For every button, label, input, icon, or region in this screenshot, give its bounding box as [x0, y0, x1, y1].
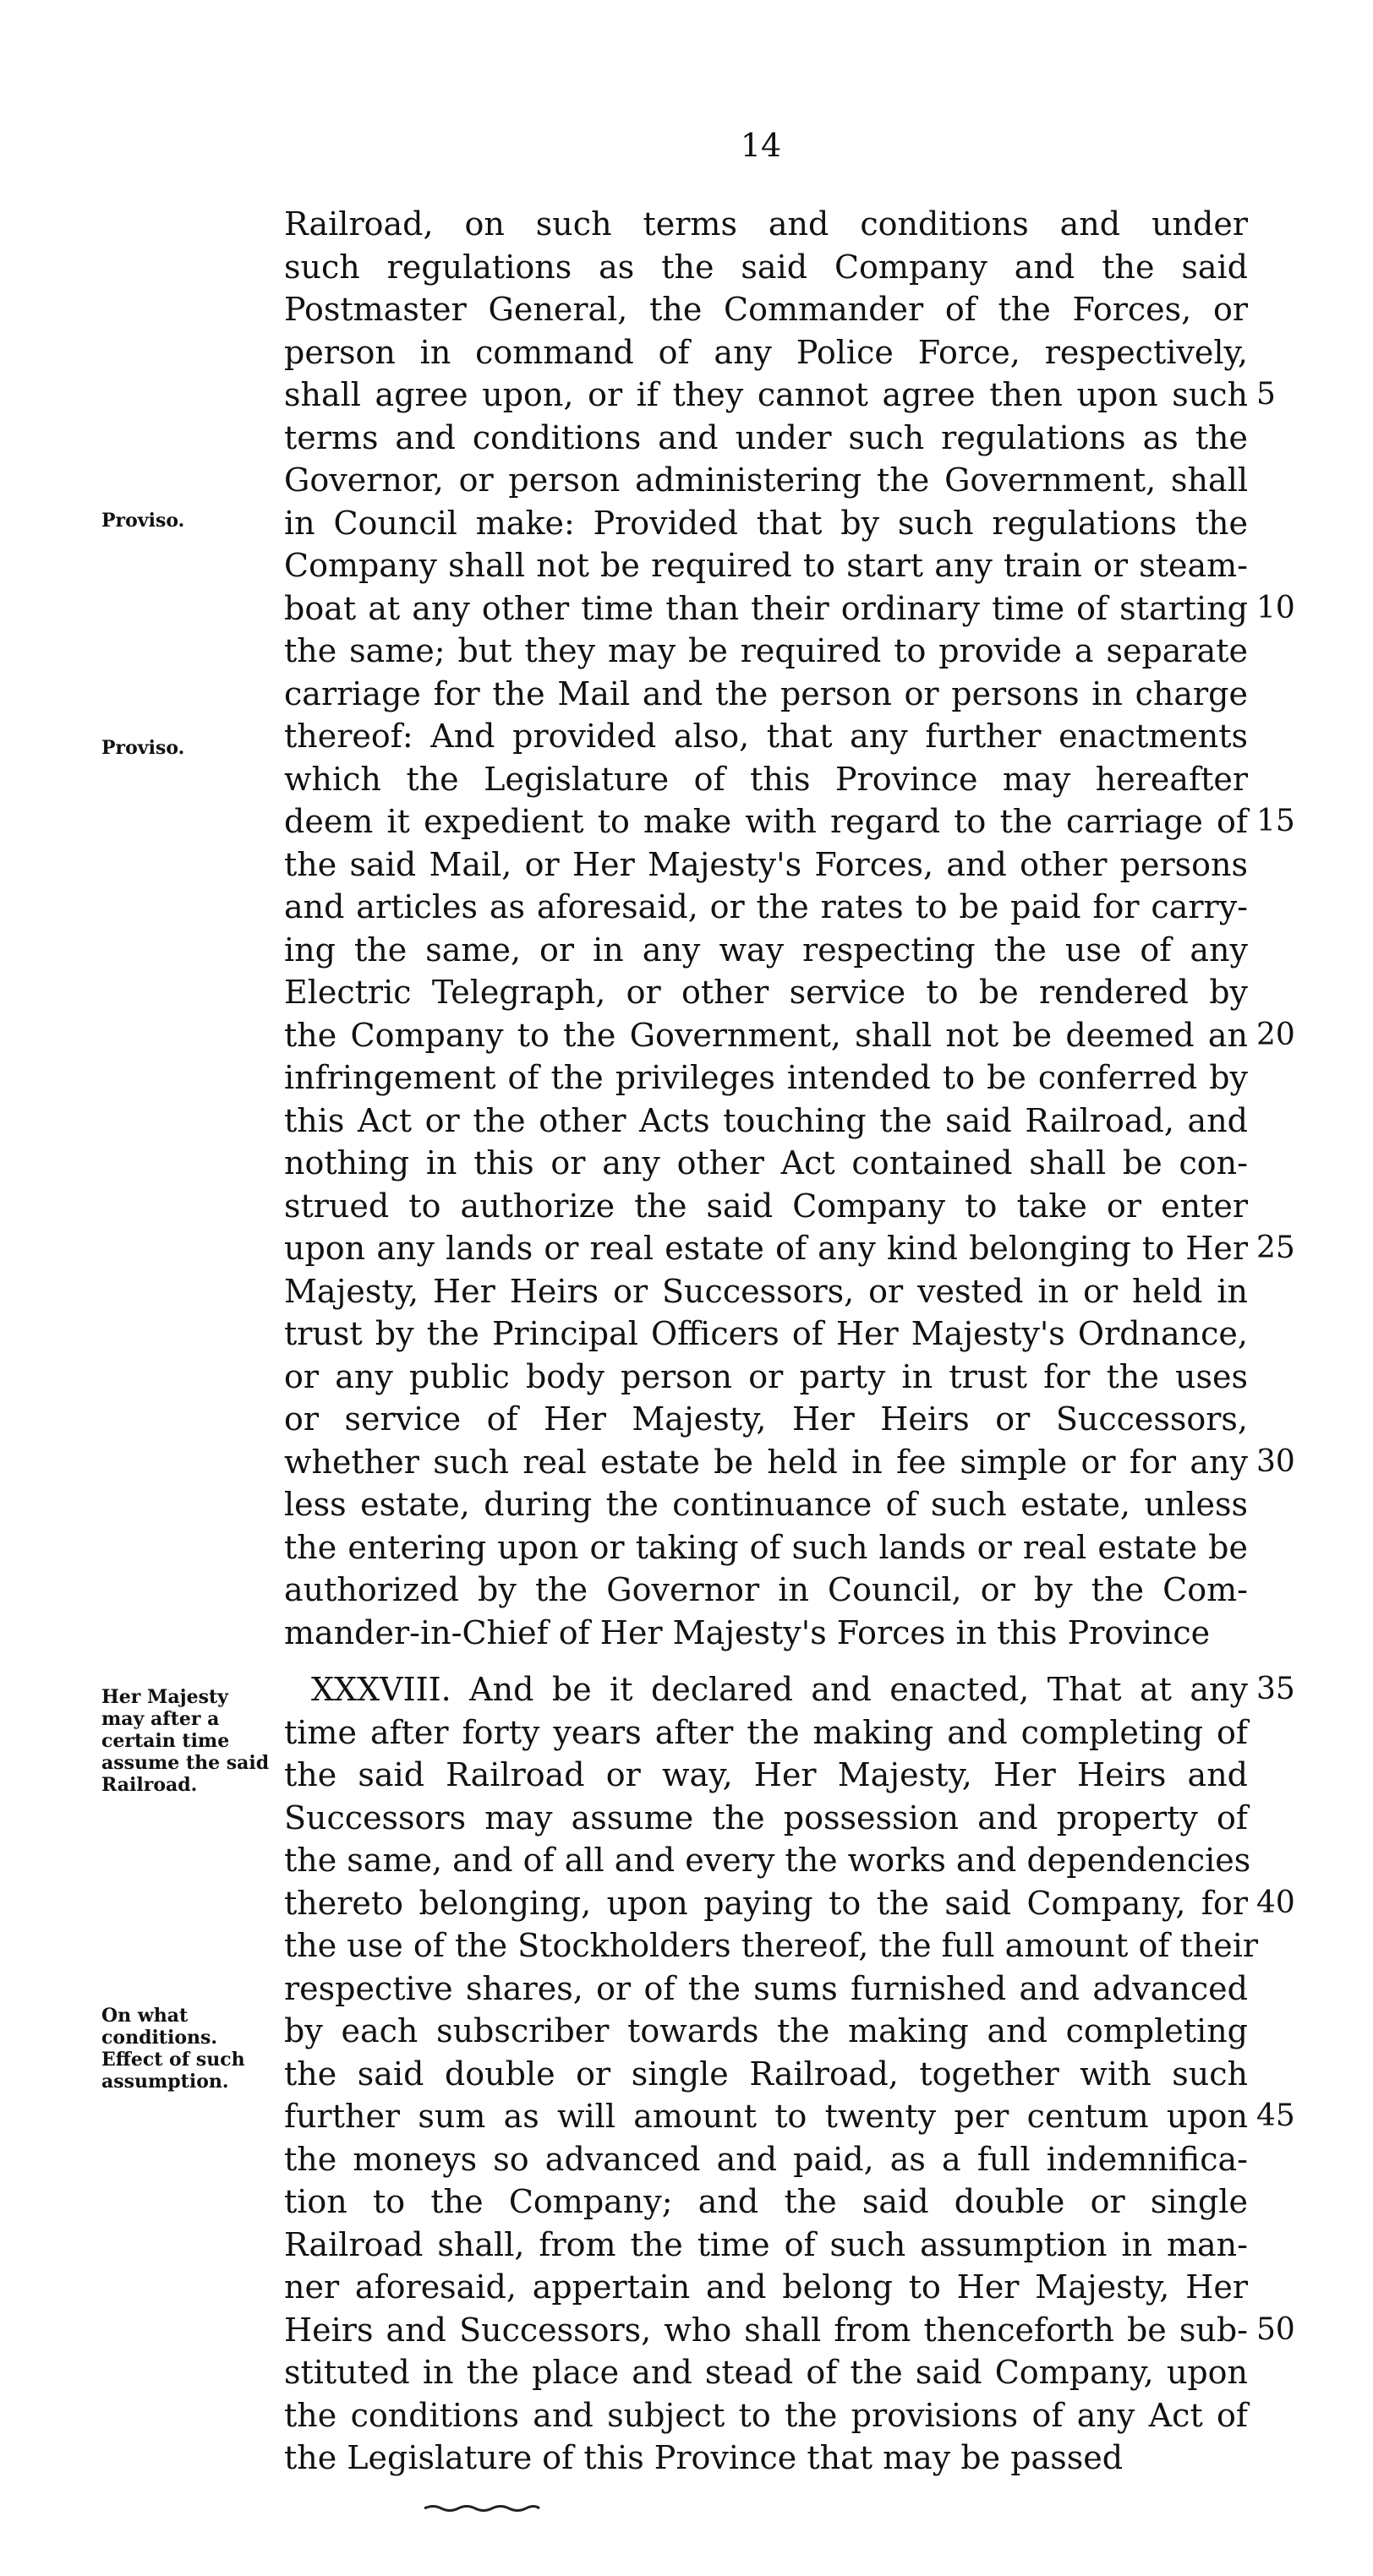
- margin-note-conditions: On what conditions. Effect of such assumption.: [101, 2005, 245, 2093]
- text-line: Heirs and Successors, who shall from thenceforth be sub-: [284, 2311, 1248, 2349]
- margin-note-proviso-2: Proviso.: [101, 737, 185, 759]
- text-line: Successors may assume the possession and property of: [284, 1799, 1248, 1836]
- text-line: Company shall not be required to start any train or steam-: [284, 547, 1248, 584]
- text-line: the conditions and subject to the provisions of any Act of: [284, 2397, 1248, 2434]
- text-line: the said Mail, or Her Majesty's Forces, and other persons: [284, 846, 1248, 883]
- text-line: in Council make: Provided that by such regulations the: [284, 505, 1248, 542]
- text-line: the moneys so advanced and paid, as a full indemnifica-: [284, 2141, 1248, 2178]
- text-line: the same, and of all and every the works and dependencies: [284, 1842, 1251, 1879]
- text-line: person in command of any Police Force, respectively,: [284, 334, 1248, 371]
- text-line: Railroad, on such terms and conditions and under: [284, 205, 1248, 243]
- text-line: thereto belonging, upon paying to the said Company, for: [284, 1885, 1248, 1922]
- margin-note-proviso-1: Proviso.: [101, 510, 185, 532]
- text-line: Railroad shall, from the time of such assumption in man-: [284, 2226, 1248, 2263]
- text-line: respective shares, or of the sums furnished and advanced: [284, 1970, 1248, 2007]
- line-number: 20: [1256, 1018, 1295, 1052]
- line-number: 35: [1256, 1672, 1295, 1706]
- line-number: 5: [1256, 377, 1276, 412]
- text-line: stituted in the place and stead of the said Company, upon: [284, 2354, 1248, 2391]
- line-number: 40: [1256, 1886, 1295, 1920]
- text-line: by each subscriber towards the making and completing: [284, 2012, 1248, 2049]
- line-number: 30: [1256, 1444, 1295, 1479]
- text-line: authorized by the Governor in Council, or by the Com-: [284, 1571, 1248, 1608]
- text-line: or service of Her Majesty, Her Heirs or Successors,: [284, 1400, 1248, 1438]
- text-line: the use of the Stockholders thereof, the full amount of their: [284, 1927, 1259, 1964]
- line-number: 10: [1256, 591, 1295, 625]
- text-line: such regulations as the said Company and the said: [284, 248, 1248, 286]
- text-line: nothing in this or any other Act contained shall be con-: [284, 1144, 1248, 1182]
- text-line: thereof: And provided also, that any further enactments: [284, 718, 1248, 755]
- text-line: the said double or single Railroad, together with such: [284, 2055, 1248, 2093]
- text-line: the said Railroad or way, Her Majesty, Her Heirs and: [284, 1756, 1248, 1793]
- text-line: boat at any other time than their ordinary time of starting: [284, 590, 1248, 627]
- text-line: strued to authorize the said Company to take or enter: [284, 1187, 1248, 1225]
- text-line: carriage for the Mail and the person or persons in charge: [284, 675, 1248, 712]
- text-line: deem it expedient to make with regard to the carriage of: [284, 803, 1248, 840]
- text-line: this Act or the other Acts touching the said Railroad, and: [284, 1102, 1248, 1139]
- text-line: Governor, or person administering the Government, shall: [284, 461, 1248, 499]
- text-line: XXXVIII. And be it declared and enacted, That at any: [311, 1671, 1248, 1708]
- text-line: terms and conditions and under such regulations as the: [284, 419, 1248, 456]
- margin-note-her-majesty-assume: Her Majesty may after a certain time assume the said Railroad.: [101, 1686, 270, 1796]
- text-line: upon any lands or real estate of any kind belonging to Her: [284, 1230, 1248, 1267]
- text-line: Postmaster General, the Commander of the Forces, or: [284, 291, 1248, 328]
- text-line: the same; but they may be required to provide a separate: [284, 632, 1248, 669]
- text-line: less estate, during the continuance of such estate, unless: [284, 1486, 1248, 1523]
- page-number: 14: [740, 127, 782, 164]
- text-line: tion to the Company; and the said double or single: [284, 2183, 1248, 2220]
- text-line: shall agree upon, or if they cannot agree then upon such: [284, 376, 1248, 413]
- line-number: 15: [1256, 804, 1295, 838]
- text-line: and articles as aforesaid, or the rates to be paid for carry-: [284, 888, 1248, 925]
- text-line: mander-in-Chief of Her Majesty's Forces in this Province: [284, 1614, 1211, 1651]
- text-line: the Company to the Government, shall not be deemed an: [284, 1017, 1248, 1054]
- text-line: Electric Telegraph, or other service to be rendered by: [284, 974, 1248, 1011]
- text-line: ner aforesaid, appertain and belong to Her Majesty, Her: [284, 2268, 1248, 2306]
- text-line: ing the same, or in any way respecting the use of any: [284, 931, 1248, 969]
- line-number: 45: [1256, 2098, 1295, 2133]
- line-number: 50: [1256, 2312, 1295, 2347]
- text-line: infringement of the privileges intended to be conferred by: [284, 1059, 1248, 1096]
- text-line: Majesty, Her Heirs or Successors, or vested in or held in: [284, 1273, 1248, 1310]
- text-line: whether such real estate be held in fee simple or for any: [284, 1444, 1248, 1481]
- end-ornament: [423, 2503, 541, 2513]
- text-line: or any public body person or party in trust for the uses: [284, 1358, 1248, 1395]
- text-line: trust by the Principal Officers of Her Majesty's Ordnance,: [284, 1315, 1248, 1352]
- text-line: time after forty years after the making and completing of: [284, 1714, 1248, 1751]
- text-line: the entering upon or taking of such lands or real estate be: [284, 1529, 1248, 1566]
- text-line: further sum as will amount to twenty per centum upon: [284, 2098, 1248, 2135]
- line-number: 25: [1256, 1231, 1295, 1265]
- text-line: the Legislature of this Province that may be passed: [284, 2439, 1124, 2476]
- text-line: which the Legislature of this Province may hereafter: [284, 761, 1248, 798]
